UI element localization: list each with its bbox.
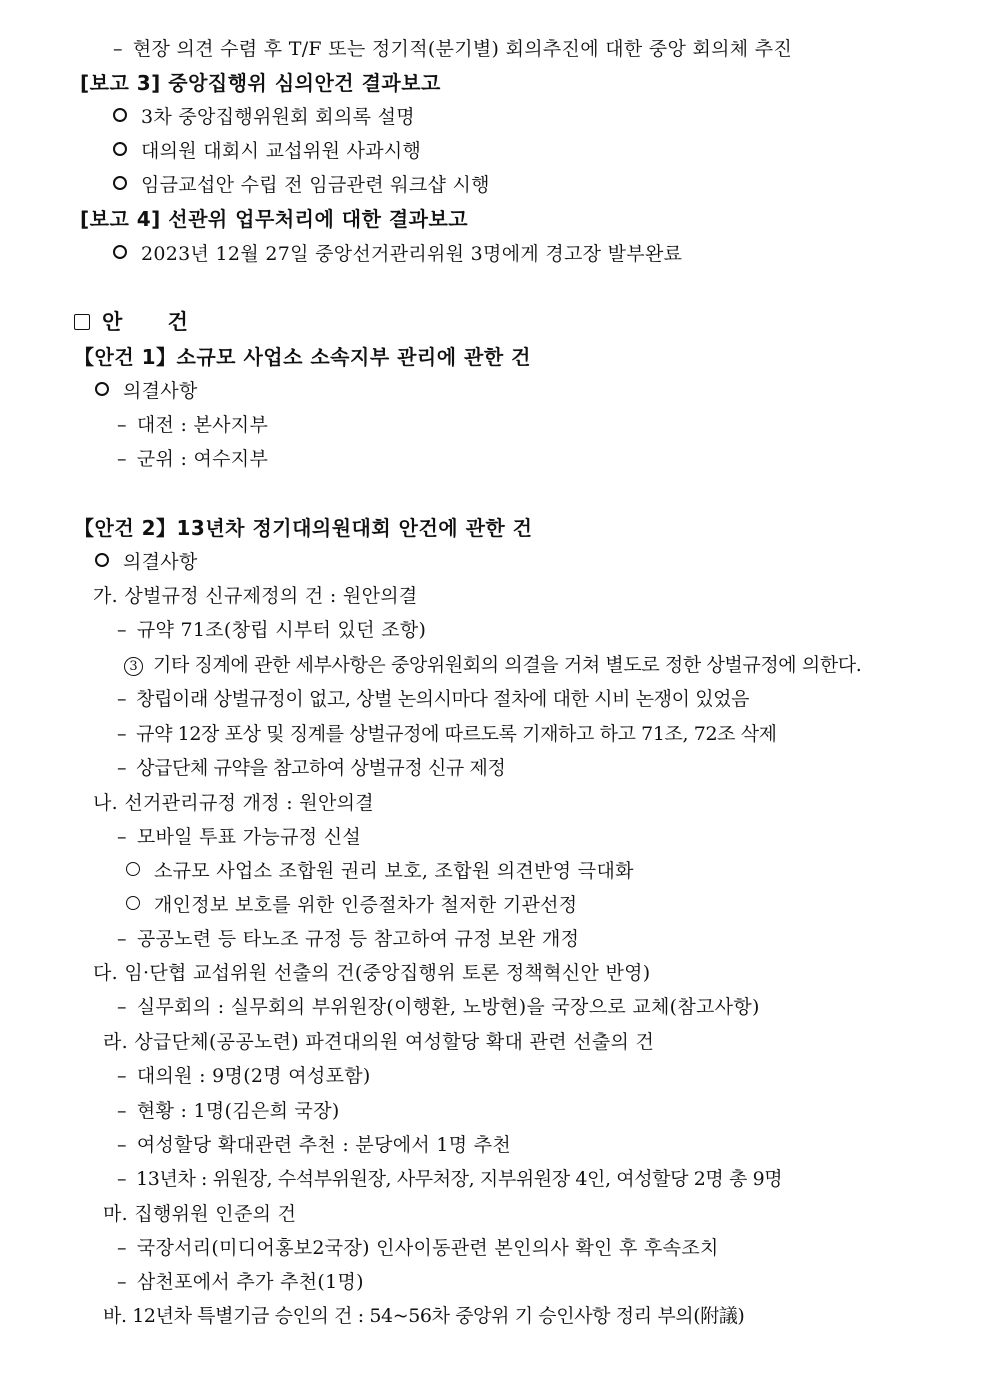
line-text: 3차 중앙집행위원회 회의록 설명 — [141, 106, 415, 128]
line-text: 여성할당 확대관련 추천 : 분당에서 1명 추천 — [136, 1134, 512, 1156]
line-text: 대의원 대회시 교섭위원 사과시행 — [141, 140, 422, 162]
agenda-heading — [74, 516, 533, 540]
hollow-circle-bullet-icon — [95, 553, 109, 567]
hollow-circle-bullet-icon — [113, 176, 127, 190]
body-line — [117, 1167, 782, 1191]
line-text: 기타 징계에 관한 세부사항은 중앙위원회의 의결을 거쳐 별도로 정한 상벌규정에 의한다. — [153, 654, 862, 676]
line-text: 규약 12장 포상 및 징계를 상벌규정에 따르도록 기재하고 하고 71조, 72조 삭제 — [136, 723, 777, 745]
open-circle-bullet-icon — [126, 862, 140, 876]
body-line — [113, 242, 682, 266]
dash-bullet: – — [117, 1237, 127, 1259]
body-line — [117, 722, 777, 746]
dash-bullet: – — [117, 757, 127, 779]
heading-text: [보고 4] 선관위 업무처리에 대한 결과보고 — [80, 207, 469, 231]
line-text: 의결사항 — [123, 380, 198, 402]
heading-text: [보고 3] 중앙집행위 심의안건 결과보고 — [80, 71, 441, 95]
line-text: 임금교섭안 수립 전 임금관련 워크샵 시행 — [141, 174, 490, 196]
line-text: 2023년 12월 27일 중앙선거관리위원 3명에게 경고장 발부완료 — [141, 243, 683, 265]
dash-bullet: – — [113, 38, 123, 60]
line-text: 삼천포에서 추가 추천(1명) — [136, 1271, 364, 1293]
line-text: 공공노련 등 타노조 규정 등 참고하여 규정 보완 개정 — [136, 928, 580, 950]
dash-bullet: – — [117, 1065, 127, 1087]
body-line — [117, 1236, 719, 1260]
dash-bullet: – — [117, 1100, 127, 1122]
section-title-text: 안 건 — [102, 310, 189, 334]
sub-item-heading — [93, 961, 651, 985]
line-text: 다. 임·단협 교섭위원 선출의 건(중앙집행위 토론 정책혁신안 반영) — [93, 962, 651, 984]
line-text: 창립이래 상벌규정이 없고, 상벌 논의시마다 절차에 대한 시비 논쟁이 있었음 — [136, 688, 750, 710]
body-line — [117, 618, 426, 642]
line-text: 소규모 사업소 조합원 권리 보호, 조합원 의견반영 극대화 — [154, 860, 634, 882]
body-line — [117, 687, 749, 711]
sub-item-heading — [103, 1202, 296, 1226]
line-text: 마. 집행위원 인준의 건 — [103, 1203, 297, 1225]
line-text: 대의원 : 9명(2명 여성포함) — [136, 1065, 371, 1087]
line-text: 가. 상벌규정 신규제정의 건 : 원안의결 — [93, 585, 418, 607]
dash-bullet: – — [117, 414, 127, 436]
line-text: 상급단체 규약을 참고하여 상벌규정 신규 제정 — [136, 757, 506, 779]
dash-bullet: – — [117, 1168, 127, 1190]
line-text: 대전 : 본사지부 — [136, 414, 269, 436]
line-text: 실무회의 : 실무회의 부위원장(이행환, 노방현)을 국장으로 교체(참고사항) — [136, 996, 760, 1018]
body-line — [117, 1064, 371, 1088]
body-line — [113, 173, 490, 197]
line-text: 규약 71조(창립 시부터 있던 조항) — [136, 619, 427, 641]
body-line — [117, 1099, 340, 1123]
report-heading — [80, 71, 441, 95]
heading-text: 【안건 2】13년차 정기대의원대회 안건에 관한 건 — [74, 516, 533, 540]
body-line — [124, 653, 861, 677]
line-text: 바. 12년차 특별기금 승인의 건 : 54~56차 중앙위 기 승인사항 정리 부의(附議) — [103, 1305, 745, 1327]
hollow-circle-bullet-icon — [113, 142, 127, 156]
line-text: 의결사항 — [123, 551, 198, 573]
dash-bullet: – — [117, 448, 127, 470]
dash-bullet: – — [117, 619, 127, 641]
section-title — [74, 310, 189, 334]
dash-bullet: – — [117, 688, 127, 710]
body-line — [113, 105, 415, 129]
body-line — [117, 927, 579, 951]
body-line — [117, 825, 361, 849]
sub-item-heading — [103, 1304, 744, 1328]
line-text: 군위 : 여수지부 — [136, 448, 269, 470]
line-text: 13년차 : 위원장, 수석부위원장, 사무처장, 지부위원장 4인, 여성할당 2명 총 9명 — [136, 1168, 783, 1190]
line-text: 모바일 투표 가능규정 신설 — [136, 826, 362, 848]
dash-bullet: – — [117, 826, 127, 848]
sub-item-heading — [93, 584, 418, 608]
body-line — [117, 756, 505, 780]
line-text: 국장서리(미디어홍보2국장) 인사이동관련 본인의사 확인 후 후속조치 — [136, 1237, 719, 1259]
line-text: 라. 상급단체(공공노련) 파견대의원 여성할당 확대 관련 선출의 건 — [103, 1031, 655, 1053]
line-text: 개인정보 보호를 위한 인증절차가 철저한 기관선정 — [154, 894, 578, 916]
body-line — [117, 413, 268, 437]
dash-bullet: – — [117, 1271, 127, 1293]
line-text: 현황 : 1명(김은희 국장) — [136, 1100, 340, 1122]
body-line — [117, 447, 268, 471]
open-circle-bullet-icon — [126, 896, 140, 910]
agenda-heading — [74, 345, 531, 369]
hollow-circle-bullet-icon — [95, 382, 109, 396]
body-line — [95, 379, 198, 403]
body-line — [126, 859, 634, 883]
dash-bullet: – — [117, 723, 127, 745]
body-line — [95, 550, 198, 574]
report-heading — [80, 207, 468, 231]
circled-number-3-icon: 3 — [124, 657, 143, 676]
sub-item-heading — [103, 1030, 654, 1054]
body-line — [113, 37, 792, 61]
body-line — [117, 1270, 364, 1294]
body-line — [126, 893, 577, 917]
body-line — [117, 995, 760, 1019]
dash-bullet: – — [117, 1134, 127, 1156]
body-line — [113, 139, 421, 163]
heading-text: 【안건 1】소규모 사업소 소속지부 관리에 관한 건 — [74, 345, 531, 369]
dash-bullet: – — [117, 928, 127, 950]
line-text: 나. 선거관리규정 개정 : 원안의결 — [93, 792, 374, 814]
body-line — [117, 1133, 511, 1157]
dash-bullet: – — [117, 996, 127, 1018]
sub-item-heading — [93, 791, 374, 815]
line-text: 현장 의견 수렴 후 T/F 또는 정기적(분기별) 회의추진에 대한 중앙 회의체 추진 — [132, 38, 793, 60]
hollow-circle-bullet-icon — [113, 108, 127, 122]
hollow-circle-bullet-icon — [113, 245, 127, 259]
square-bullet-icon — [74, 314, 90, 330]
